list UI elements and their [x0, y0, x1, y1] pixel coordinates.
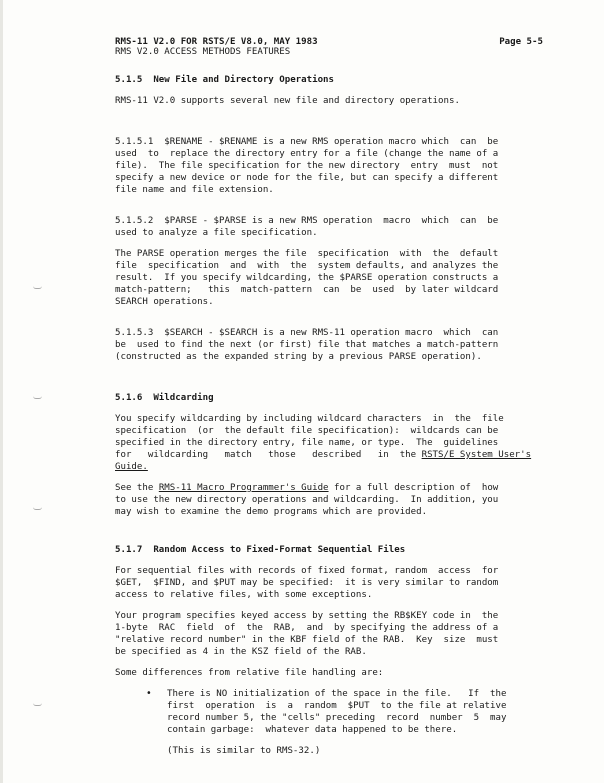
paragraph-5-1-5: RMS-11 V2.0 supports several new file and directory operations.	[115, 96, 460, 106]
running-header-title: RMS-11 V2.0 FOR RSTS/E V8.0, MAY 1983	[115, 37, 318, 47]
wildcard-line-1: You specify wildcarding by including wildcard characters in the file	[115, 414, 504, 424]
section-heading-5-1-7: 5.1.7 Random Access to Fixed-Format Sequential Files	[115, 545, 406, 555]
random-p3: Some differences from relative file handling are:	[115, 668, 384, 678]
wildcard-p2-line-1	[115, 482, 547, 494]
section-heading-5-1-6: 5.1.6 Wildcarding	[115, 393, 214, 403]
bullet-marker: •	[146, 688, 152, 699]
wildcard-line-2: specification (or the default file specification): wildcards can be	[115, 426, 499, 436]
rsts-user-guide-ref-cont: Guide.	[115, 462, 148, 472]
wildcard-line-3: specified in the directory entry, file name, or type. The guidelines	[115, 438, 499, 448]
search-line-1: 5.1.5.3 $SEARCH - $SEARCH is a new RMS-11 operation macro which can	[115, 328, 499, 338]
parse-line-1: 5.1.5.2 $PARSE - $PARSE is a new RMS operation macro which can be	[115, 216, 499, 226]
bullet-line-1: There is NO initialization of the space in the file. If the	[167, 689, 507, 699]
wildcard-p2-see: See the	[115, 483, 159, 493]
parse-p2-line-4: match-pattern; this match-pattern can be used by later wildcard	[115, 285, 499, 295]
rsts-user-guide-ref: RSTS/E System User's	[421, 450, 532, 460]
random-p2-line-1: Your program specifies keyed access by setting the RB$KEY code in the	[115, 611, 499, 621]
rename-line-2: used to replace the directory entry for a file (change the name of a	[115, 149, 499, 159]
rename-line-3: file). The file specification for the new directory entry must not	[115, 161, 499, 171]
macro-programmers-guide-ref: RMS-11 Macro Programmer's Guide	[158, 483, 329, 493]
wildcard-p2-rest: for a full description of how	[328, 483, 499, 493]
bullet-line-4: contain garbage: whatever data happened to be there.	[167, 725, 458, 735]
bullet-note: (This is similar to RMS-32.)	[167, 746, 321, 756]
scan-edge	[0, 0, 3, 783]
margin-mark	[33, 507, 42, 510]
page-number: Page 5-5	[499, 37, 543, 47]
section-heading-5-1-5: 5.1.5 New File and Directory Operations	[115, 75, 334, 85]
random-p1-line-2: $GET, $FIND, and $PUT may be specified: it is very similar to random	[115, 578, 499, 588]
search-line-3: (constructed as the expanded string by a previous PARSE operation).	[115, 352, 482, 362]
random-p2-line-4: be specified as 4 in the KSZ field of the RAB.	[115, 647, 367, 657]
margin-mark	[33, 286, 42, 289]
rename-line-1: 5.1.5.1 $RENAME - $RENAME is a new RMS operation macro which can be	[115, 137, 499, 147]
random-p1-line-3: access to relative files, with some exceptions.	[115, 590, 373, 600]
random-p2-line-3: "relative record number" in the KBF field of the RAB. Key size must	[115, 635, 499, 645]
running-header-subtitle: RMS V2.0 ACCESS METHODS FEATURES	[115, 47, 291, 57]
margin-mark	[33, 703, 42, 706]
rename-line-5: file name and file extension.	[115, 185, 274, 195]
parse-p2-line-2: file specification and with the system defaults, and analyzes the	[115, 261, 499, 271]
rename-line-4: specify a new device or node for the file, but can specify a different	[115, 173, 499, 183]
parse-line-2: used to analyze a file specification.	[115, 228, 318, 238]
parse-p2-line-5: SEARCH operations.	[115, 297, 214, 307]
bullet-line-2: first operation is a random $PUT to the file at relative	[167, 701, 507, 711]
wildcard-p2-line-3: may wish to examine the demo programs which are provided.	[115, 507, 428, 517]
wildcard-p2-line-2: to use the new directory operations and wildcarding. In addition, you	[115, 495, 499, 505]
random-p1-line-1: For sequential files with records of fixed format, random access for	[115, 566, 499, 576]
margin-mark	[33, 396, 42, 399]
bullet-line-3: record number 5, the "cells" preceding record number 5 may	[167, 713, 507, 723]
wildcard-line-4-text: for wildcarding match those described in the	[115, 450, 422, 460]
parse-p2-line-3: result. If you specify wildcarding, the $PARSE operation constructs a	[115, 273, 499, 283]
wildcard-line-4	[115, 449, 547, 461]
random-p2-line-2: 1-byte RAC field of the RAB, and by specifying the address of a	[115, 623, 499, 633]
search-line-2: be used to find the next (or first) file that matches a match-pattern	[115, 340, 499, 350]
parse-p2-line-1: The PARSE operation merges the file specification with the default	[115, 249, 499, 259]
